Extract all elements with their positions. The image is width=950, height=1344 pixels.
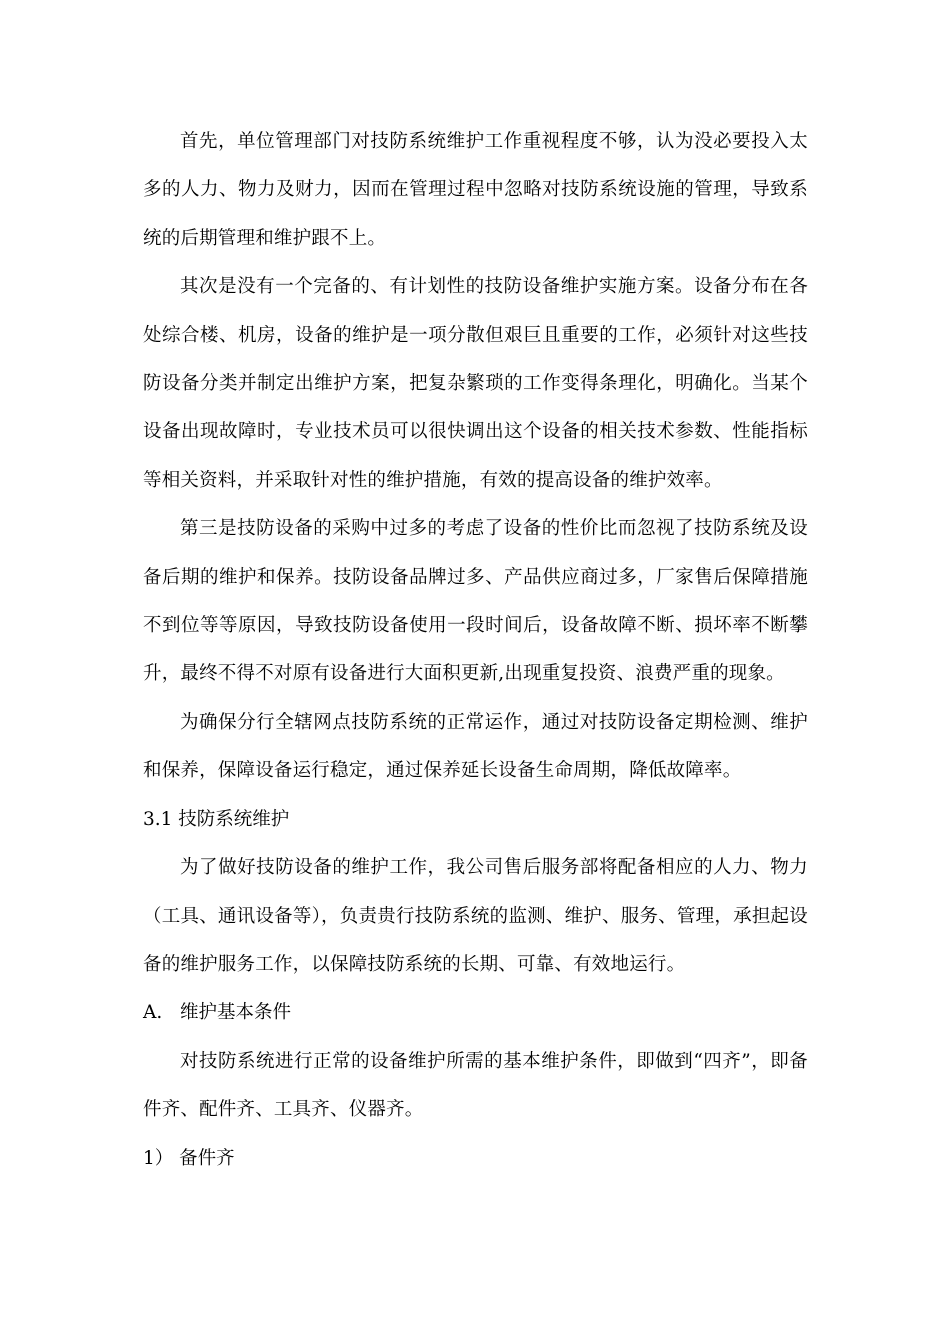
paragraph-maintenance-service: 为了做好技防设备的维护工作，我公司售后服务部将配备相应的人力、物力（工具、通讯设备等），负责贵行技防系统的监测、维护、服务、管理，承担起设备的维护服务工作，以保障技防系统的长期、可靠、有效地运行。 — [143, 857, 808, 975]
document-page — [143, 118, 808, 1183]
paragraph-purpose: 为确保分行全辖网点技防系统的正常运作，通过对技防设备定期检测、维护和保养，保障设备运行稳定，通过保养延长设备生命周期，降低故障率。 — [143, 711, 808, 782]
paragraph-third-reason: 第三是技防设备的采购中过多的考虑了设备的性价比而忽视了技防系统及设备后期的维护和保养。技防设备品牌过多、产品供应商过多，厂家售后保障措施不到位等等原因，导致技防设备使用一段时间后，设备故障不断、损坏率不断攀升，最终不得不对原有设备进行大面积更新,出现重复投资、浪费严重的现象。 — [143, 518, 808, 685]
paragraph-second-reason: 其次是没有一个完备的、有计划性的技防设备维护实施方案。设备分布在各处综合楼、机房，设备的维护是一项分散但艰巨且重要的工作，必须针对这些技防设备分类并制定出维护方案，把复杂繁琐的工作变得条理化，明确化。当某个设备出现故障时，专业技术员可以很快调出这个设备的相关技术参数、性能指标等相关资料，并采取针对性的维护措施，有效的提高设备的维护效率。 — [143, 276, 808, 491]
paragraph-first-reason: 首先，单位管理部门对技防系统维护工作重视程度不够，认为没必要投入太多的人力、物力及财力，因而在管理过程中忽略对技防系统设施的管理，导致系统的后期管理和维护跟不上。 — [143, 131, 808, 249]
subheading-label: A. — [143, 1002, 163, 1024]
paragraph-four-complete: 对技防系统进行正常的设备维护所需的基本维护条件，即做到“四齐”，即备件齐、配件齐、工具齐、仪器齐。 — [143, 1050, 808, 1121]
subheading-basic-conditions — [143, 989, 808, 1037]
section-heading: 3.1 技防系统维护 — [143, 808, 290, 830]
subheading-text: 维护基本条件 — [180, 1002, 292, 1024]
list-item-spare-parts: 1） 备件齐 — [143, 1147, 235, 1169]
